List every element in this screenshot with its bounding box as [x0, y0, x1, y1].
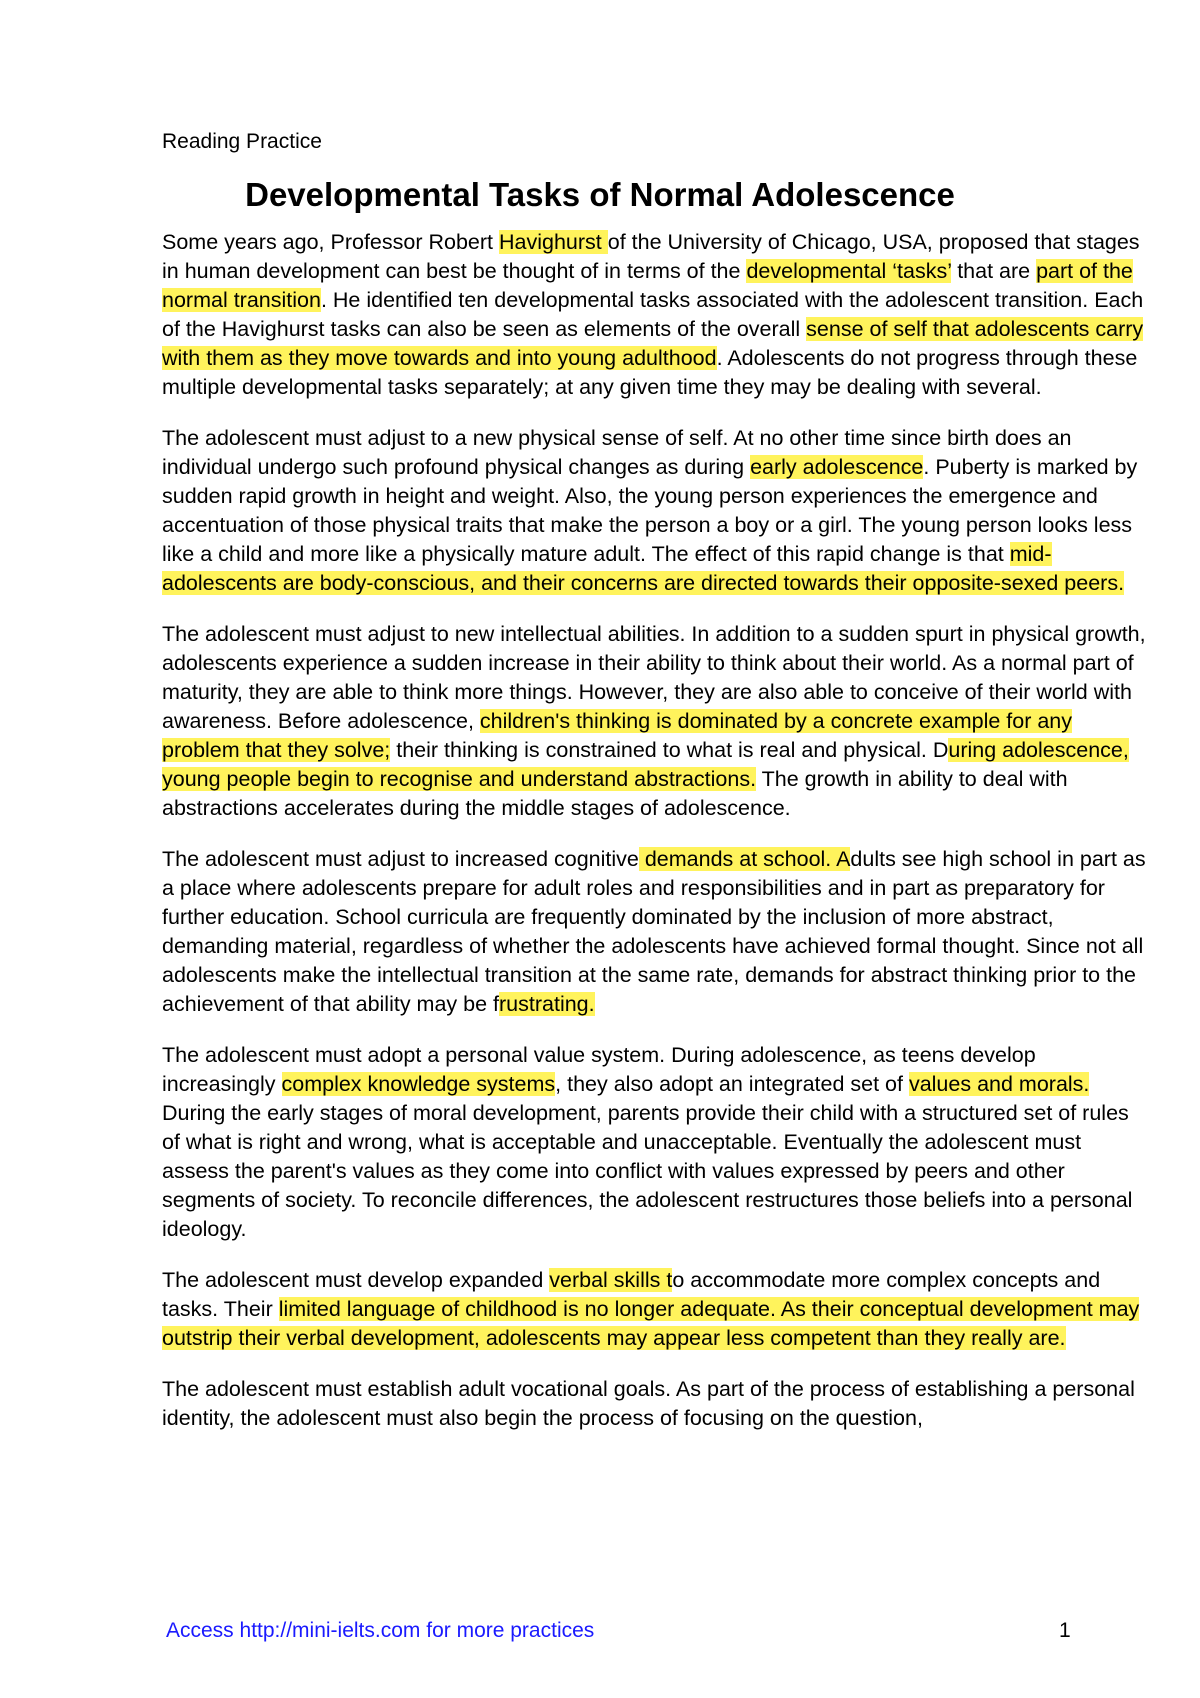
text-segment: The adolescent must adjust to increased cognitive [162, 847, 639, 871]
paragraph-4 [162, 845, 1152, 1019]
highlighted-text: part of the normal transition [162, 259, 1133, 312]
text-segment: The growth in ability to deal with abstractions accelerates during the middle stages of adolescence. [162, 767, 1068, 820]
highlighted-text: limited language of childhood is no longer adequate. As their conceptual development may outstrip their verbal development, adolescents may appear less competent than they really are. [162, 1297, 1140, 1350]
text-segment: . He identified ten developmental tasks associated with the adolescent transition. Each of the Havighurst tasks can also be seen as elements of the overall [162, 288, 1144, 341]
highlighted-text: Havighurst [499, 230, 608, 254]
text-segment: , they also adopt an integrated set of [555, 1072, 909, 1096]
document-title: Developmental Tasks of Normal Adolescence [245, 176, 955, 213]
text-segment: The adolescent must establish adult vocational goals. As part of the process of establishing a personal identity, the adolescent must also begin the process of focusing on the question, [162, 1377, 1135, 1430]
highlighted-text: verbal skills t [549, 1268, 673, 1292]
text-segment: Some years ago, Professor Robert [162, 230, 499, 254]
text-segment: o accommodate more complex concepts and tasks. Their [162, 1268, 1101, 1321]
footer-website-link[interactable]: Access http://mini-ielts.com for more practices [166, 1619, 595, 1642]
page-header-label: Reading Practice [162, 130, 322, 153]
text-segment: The adolescent must develop expanded [162, 1268, 550, 1292]
paragraph-2 [162, 424, 1152, 598]
highlighted-text: uring adolescence, young people begin to recognise and understand abstractions. [162, 738, 1129, 791]
highlighted-text: demands at school. A [638, 847, 851, 871]
text-segment: . Adolescents do not progress through these multiple developmental tasks separately; at any given time they may be dealing with several. [162, 346, 1138, 399]
text-segment: dults see high school in part as a place where adolescents prepare for adult roles and responsibilities and in part as preparatory for further education. School curricula are frequently dominated by the inclusion of more abstract, demanding material, regardless of whether the adolescents have achieved formal thought. Since not all adolescents make the intellectual transition at the same rate, demands for abstract thinking prior to the achievement of that ability may be f [162, 847, 1146, 1016]
paragraph-1 [162, 228, 1152, 402]
text-segment: The adolescent must adopt a personal value system. During adolescence, as teens develop increasingly [162, 1043, 1036, 1096]
highlighted-text: complex knowledge systems [281, 1072, 556, 1096]
text-segment: . Puberty is marked by sudden rapid growth in height and weight. Also, the young person experiences the emergence and accentuation of those physical traits that make the person a boy or a girl. The young person looks less like a child and more like a physically mature adult. The effect of this rapid change is that [162, 455, 1138, 566]
paragraph-6 [162, 1266, 1152, 1353]
text-segment: The adolescent must adjust to new intellectual abilities. In addition to a sudden spurt in physical growth, adolescents experience a sudden increase in their ability to think about their world. As a normal part of maturity, they are able to think more things. However, they are also able to conceive of their world with awareness. Before adolescence, [162, 622, 1146, 733]
highlighted-text: early adolescence [750, 455, 924, 479]
paragraph-7 [162, 1375, 1152, 1433]
text-segment: During the early stages of moral development, parents provide their child with a structured set of rules of what is right and wrong, what is acceptable and unacceptable. Eventually the adolescent must assess the parent's values as they come into conflict with values expressed by peers and other segments of society. To reconcile differences, the adolescent restructures those beliefs into a personal ideology. [162, 1101, 1133, 1241]
highlighted-text: rustrating. [499, 992, 595, 1016]
highlighted-text: sense of self that adolescents carry with them as they move towards and into young adulthood [162, 317, 1144, 370]
text-segment: their thinking is constrained to what is real and physical. D [390, 738, 949, 762]
page-number: 1 [1059, 1619, 1071, 1642]
text-segment: of the University of Chicago, USA, proposed that stages in human development can best be thought of in terms of the [162, 230, 1140, 283]
paragraph-3 [162, 620, 1152, 823]
text-segment: that are [951, 259, 1037, 283]
document-body [162, 228, 1152, 1455]
paragraph-5 [162, 1041, 1152, 1244]
highlighted-text: children's thinking is dominated by a concrete example for any problem that they solve; [162, 709, 1073, 762]
text-segment: The adolescent must adjust to a new physical sense of self. At no other time since birth does an individual undergo such profound physical changes as during [162, 426, 1072, 479]
highlighted-text: mid-adolescents are body-conscious, and their concerns are directed towards their opposite-sexed peers. [162, 542, 1125, 595]
highlighted-text: values and morals. [908, 1072, 1090, 1096]
highlighted-text: developmental ‘tasks’ [746, 259, 952, 283]
